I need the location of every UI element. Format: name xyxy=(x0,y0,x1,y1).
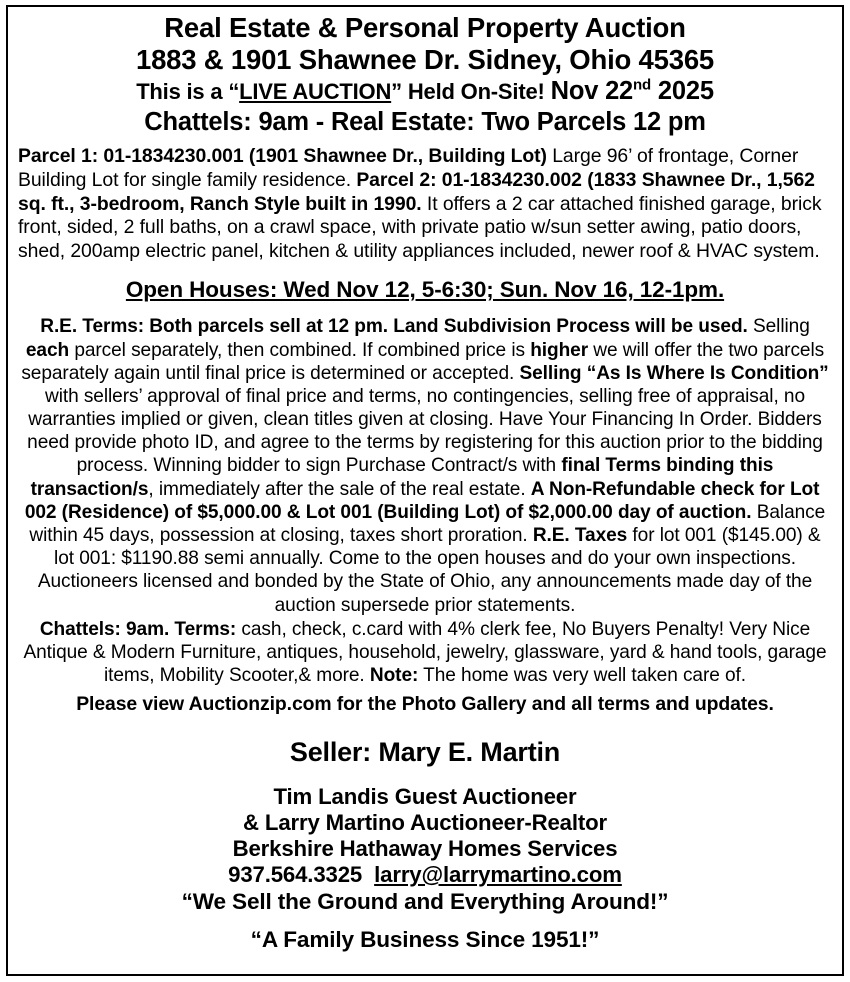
email-address[interactable]: larry@larrymartino.com xyxy=(374,862,622,888)
auction-date-monthday: Nov 22 xyxy=(550,77,634,106)
re-terms-emphasis-higher: higher xyxy=(530,339,589,361)
auction-times-heading: Chattels: 9am - Real Estate: Two Parcels 12 pm xyxy=(144,107,706,136)
chattels-heading: Chattels: 9am. Terms: xyxy=(39,618,237,640)
brokerage-name: Berkshire Hathaway Homes Services xyxy=(232,836,618,862)
real-estate-terms-block xyxy=(18,315,832,616)
live-auction-heading xyxy=(18,78,832,106)
live-auction-label: LIVE AUCTION xyxy=(239,79,392,105)
auction-date-ordinal: nd xyxy=(633,76,651,94)
contact-line xyxy=(18,862,832,888)
open-houses-label: Open Houses: Wed Nov 12, 5-6:30; Sun. Nov 16, 12-1pm. xyxy=(125,277,725,303)
flyer-border-frame xyxy=(6,5,844,976)
parcel-2-description: It offers a 2 car attached finished garage, brick front, sided, 2 full baths, on a crawl space, with private patio w/sun setter awing, patio doors, shed, 200amp electric panel, kitchen & utility appliances included, newer roof & HVAC system. xyxy=(18,192,822,262)
re-terms-text-3: we will offer the two parcels separately again until final price is determined or accepted. xyxy=(21,339,825,384)
page-title: Real Estate & Personal Property Auction xyxy=(164,12,686,43)
seller-name: Seller: Mary E. Martin xyxy=(289,737,561,768)
phone-number[interactable]: 937.564.3325 xyxy=(228,862,363,888)
property-address-heading: 1883 & 1901 Shawnee Dr. Sidney, Ohio 45365 xyxy=(135,43,715,75)
re-terms-text-5: , immediately after the sale of the real estate. xyxy=(148,478,531,500)
real-estate-terms-paragraph xyxy=(18,315,832,616)
chattels-note-label: Note: xyxy=(369,665,419,687)
re-terms-emphasis-each: each xyxy=(25,339,70,361)
auctioneer-realtor-name: & Larry Martino Auctioneer-Realtor xyxy=(243,810,607,836)
auction-date xyxy=(551,77,714,105)
re-terms-text-4: with sellers’ approval of final price and terms, no contingencies, selling free of appraisal, no warranties implied or given, clean titles given at closing. Have Your Financing In Order. Bidders need provide photo ID, and agree to the terms by registering for this auction prior to the bidding process. Winning bidder to sign Purchase Contract/s with xyxy=(27,385,823,477)
re-terms-deposit-clause: A Non-Refundable check for Lot 002 (Residence) of $5,000.00 & Lot 001 (Building Lot) of $2,000.00 day of auction. xyxy=(24,478,820,523)
re-terms-text-1: Selling xyxy=(747,316,810,338)
company-slogan-secondary: “A Family Business Since 1951!” xyxy=(250,927,600,953)
auctioneer-contact-block xyxy=(18,784,832,888)
auction-date-year: 2025 xyxy=(657,77,714,106)
re-terms-text-2: parcel separately, then combined. If combined price is xyxy=(69,339,531,361)
flyer-header xyxy=(18,13,832,136)
live-auction-suffix: ” Held On-Site! xyxy=(391,79,545,105)
re-terms-as-is-clause: Selling “As Is Where Is Condition” xyxy=(519,362,829,384)
re-terms-heading: R.E. Terms: Both parcels sell at 12 pm. Land Subdivision Process will be used. xyxy=(40,316,748,338)
chattels-note-text: The home was very well taken care of. xyxy=(418,665,746,687)
parcel-1-description: Large 96’ of frontage, Corner Building Lot for single family residence. xyxy=(18,145,799,192)
chattels-description: cash, check, c.card with 4% clerk fee, No Buyers Penalty! Very Nice Antique & Modern Furniture, antiques, household, jewelry, glassware, yard & hand tools, garage items, Mobility Scooter,& more. xyxy=(23,618,827,687)
open-houses-heading xyxy=(18,277,832,303)
auctionzip-notice: Please view Auctionzip.com for the Photo Gallery and all terms and updates. xyxy=(76,693,774,716)
guest-auctioneer-name: Tim Landis Guest Auctioneer xyxy=(273,784,577,810)
re-terms-taxes-label: R.E. Taxes xyxy=(532,525,628,547)
company-slogan-primary: “We Sell the Ground and Everything Around!” xyxy=(181,889,669,915)
live-auction-prefix: This is a “ xyxy=(136,79,240,105)
re-terms-final-terms-clause: final Terms binding this transaction/s xyxy=(30,455,774,500)
chattels-terms-block xyxy=(18,618,832,688)
parcel-1-heading: Parcel 1: 01-1834230.001 (1901 Shawnee Dr., Building Lot) xyxy=(18,145,547,168)
parcel-description-block xyxy=(18,145,832,263)
parcel-2-heading: Parcel 2: 01-1834230.002 (1833 Shawnee Dr., 1,562 sq. ft., 3-bedroom, Ranch Style built in 1990. xyxy=(18,169,815,215)
re-terms-text-7: for lot 001 ($145.00) & lot 001: $1190.88 semi annually. Come to the open houses and do your own inspections. Auctioneers licensed and bonded by the State of Ohio, any announcements made day of the auction supersede prior statements. xyxy=(37,525,821,616)
re-terms-text-6: Balance within 45 days, possession at closing, taxes short proration. xyxy=(29,501,826,547)
